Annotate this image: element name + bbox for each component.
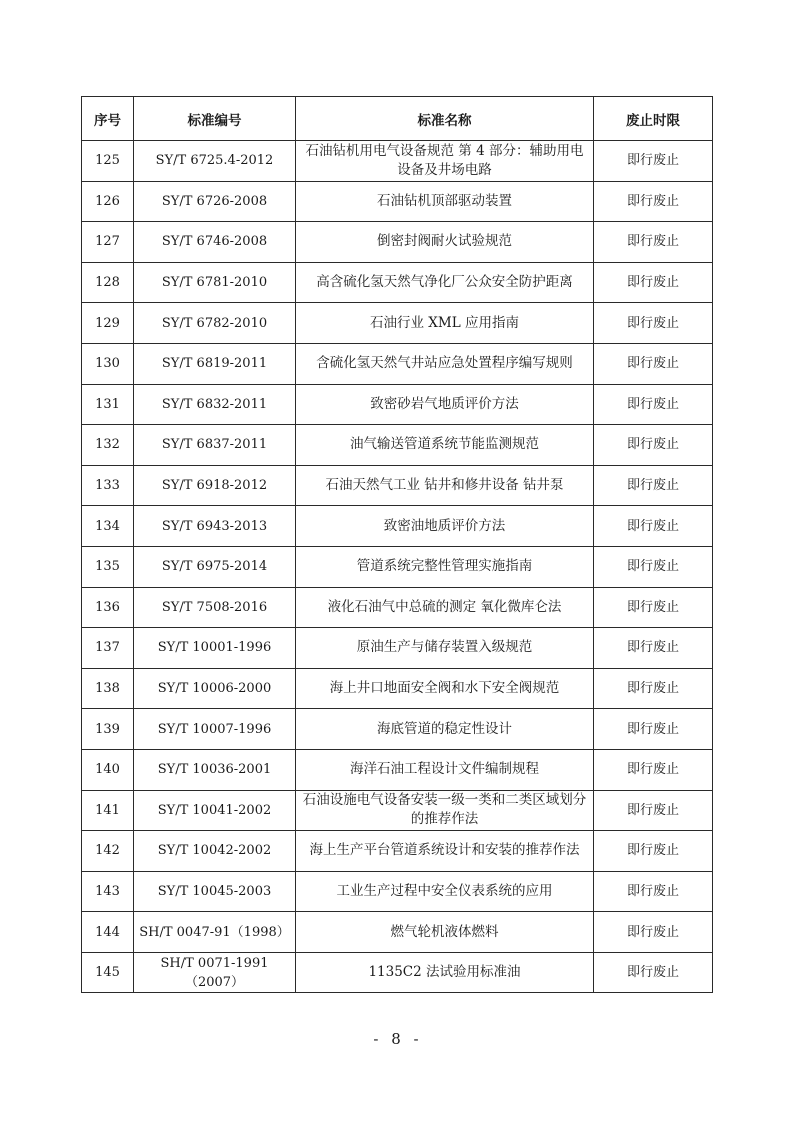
table-row <box>82 303 713 344</box>
cell-no: 129 <box>82 303 134 344</box>
cell-status: 即行废止 <box>594 709 713 750</box>
cell-status: 即行废止 <box>594 222 713 263</box>
cell-name: 致密油地质评价方法 <box>296 506 594 547</box>
cell-name: 海洋石油工程设计文件编制规程 <box>296 749 594 790</box>
cell-no: 139 <box>82 709 134 750</box>
cell-name: 液化石油气中总硫的测定 氧化微库仑法 <box>296 587 594 628</box>
cell-no: 132 <box>82 425 134 466</box>
cell-status: 即行废止 <box>594 141 713 182</box>
table-row <box>82 952 713 993</box>
cell-status: 即行废止 <box>594 587 713 628</box>
cell-code: SY/T 6725.4-2012 <box>134 141 296 182</box>
cell-name: 高含硫化氢天然气净化厂公众安全防护距离 <box>296 262 594 303</box>
table-row <box>82 181 713 222</box>
table-row <box>82 831 713 872</box>
cell-status: 即行废止 <box>594 303 713 344</box>
table-row <box>82 871 713 912</box>
cell-name: 石油行业 XML 应用指南 <box>296 303 594 344</box>
table-header-row <box>82 97 713 141</box>
cell-status: 即行废止 <box>594 465 713 506</box>
standards-table <box>81 96 713 993</box>
cell-code: SY/T 10001-1996 <box>134 628 296 669</box>
cell-no: 138 <box>82 668 134 709</box>
cell-name: 燃气轮机液体燃料 <box>296 912 594 953</box>
cell-code: SY/T 6943-2013 <box>134 506 296 547</box>
page-number: - 8 - <box>373 1030 423 1048</box>
cell-name: 海底管道的稳定性设计 <box>296 709 594 750</box>
table-row <box>82 384 713 425</box>
cell-name: 致密砂岩气地质评价方法 <box>296 384 594 425</box>
header-status: 废止时限 <box>594 97 713 141</box>
cell-no: 127 <box>82 222 134 263</box>
cell-no: 125 <box>82 141 134 182</box>
cell-status: 即行废止 <box>594 749 713 790</box>
cell-code: SY/T 6918-2012 <box>134 465 296 506</box>
cell-status: 即行废止 <box>594 506 713 547</box>
cell-status: 即行废止 <box>594 181 713 222</box>
cell-code: SY/T 6781-2010 <box>134 262 296 303</box>
cell-no: 133 <box>82 465 134 506</box>
cell-no: 135 <box>82 546 134 587</box>
cell-status: 即行废止 <box>594 668 713 709</box>
cell-name: 石油钻机用电气设备规范 第 4 部分：辅助用电设备及井场电路 <box>296 141 594 182</box>
cell-no: 134 <box>82 506 134 547</box>
cell-name: 1135C2 法试验用标准油 <box>296 952 594 993</box>
cell-name: 油气输送管道系统节能监测规范 <box>296 425 594 466</box>
table-row <box>82 222 713 263</box>
header-code: 标准编号 <box>134 97 296 141</box>
table-row <box>82 262 713 303</box>
cell-no: 144 <box>82 912 134 953</box>
cell-code: SH/T 0071-1991（2007） <box>134 952 296 993</box>
cell-code: SH/T 0047-91（1998） <box>134 912 296 953</box>
cell-code: SY/T 10041-2002 <box>134 790 296 831</box>
cell-code: SY/T 6975-2014 <box>134 546 296 587</box>
cell-status: 即行废止 <box>594 628 713 669</box>
cell-code: SY/T 10036-2001 <box>134 749 296 790</box>
header-name: 标准名称 <box>296 97 594 141</box>
cell-name: 含硫化氢天然气井站应急处置程序编写规则 <box>296 343 594 384</box>
table-row <box>82 506 713 547</box>
cell-no: 145 <box>82 952 134 993</box>
cell-no: 137 <box>82 628 134 669</box>
cell-no: 143 <box>82 871 134 912</box>
table-row <box>82 546 713 587</box>
cell-no: 130 <box>82 343 134 384</box>
table-row <box>82 141 713 182</box>
cell-name: 原油生产与储存装置入级规范 <box>296 628 594 669</box>
cell-code: SY/T 6782-2010 <box>134 303 296 344</box>
cell-status: 即行废止 <box>594 343 713 384</box>
cell-name: 倒密封阀耐火试验规范 <box>296 222 594 263</box>
cell-status: 即行废止 <box>594 384 713 425</box>
cell-status: 即行废止 <box>594 790 713 831</box>
cell-no: 128 <box>82 262 134 303</box>
cell-code: SY/T 6726-2008 <box>134 181 296 222</box>
cell-no: 136 <box>82 587 134 628</box>
cell-code: SY/T 6837-2011 <box>134 425 296 466</box>
cell-status: 即行废止 <box>594 912 713 953</box>
cell-no: 142 <box>82 831 134 872</box>
table-row <box>82 587 713 628</box>
cell-status: 即行废止 <box>594 262 713 303</box>
table-row <box>82 668 713 709</box>
cell-name: 石油设施电气设备安装一级一类和二类区域划分的推荐作法 <box>296 790 594 831</box>
cell-name: 石油天然气工业 钻井和修井设备 钻井泵 <box>296 465 594 506</box>
cell-code: SY/T 6746-2008 <box>134 222 296 263</box>
cell-name: 工业生产过程中安全仪表系统的应用 <box>296 871 594 912</box>
cell-name: 石油钻机顶部驱动装置 <box>296 181 594 222</box>
table-row <box>82 709 713 750</box>
table-body <box>82 141 713 993</box>
header-no: 序号 <box>82 97 134 141</box>
cell-no: 131 <box>82 384 134 425</box>
cell-name: 海上井口地面安全阀和水下安全阀规范 <box>296 668 594 709</box>
cell-no: 126 <box>82 181 134 222</box>
cell-status: 即行废止 <box>594 952 713 993</box>
cell-code: SY/T 10045-2003 <box>134 871 296 912</box>
cell-code: SY/T 7508-2016 <box>134 587 296 628</box>
cell-code: SY/T 10042-2002 <box>134 831 296 872</box>
cell-status: 即行废止 <box>594 831 713 872</box>
table-row <box>82 465 713 506</box>
table-row <box>82 912 713 953</box>
cell-name: 海上生产平台管道系统设计和安装的推荐作法 <box>296 831 594 872</box>
cell-code: SY/T 10007-1996 <box>134 709 296 750</box>
cell-name: 管道系统完整性管理实施指南 <box>296 546 594 587</box>
cell-code: SY/T 6832-2011 <box>134 384 296 425</box>
cell-status: 即行废止 <box>594 871 713 912</box>
cell-status: 即行废止 <box>594 546 713 587</box>
table-row <box>82 425 713 466</box>
cell-no: 141 <box>82 790 134 831</box>
table-row <box>82 749 713 790</box>
cell-no: 140 <box>82 749 134 790</box>
table-row <box>82 790 713 831</box>
cell-code: SY/T 10006-2000 <box>134 668 296 709</box>
cell-status: 即行废止 <box>594 425 713 466</box>
table-row <box>82 628 713 669</box>
cell-code: SY/T 6819-2011 <box>134 343 296 384</box>
table-row <box>82 343 713 384</box>
